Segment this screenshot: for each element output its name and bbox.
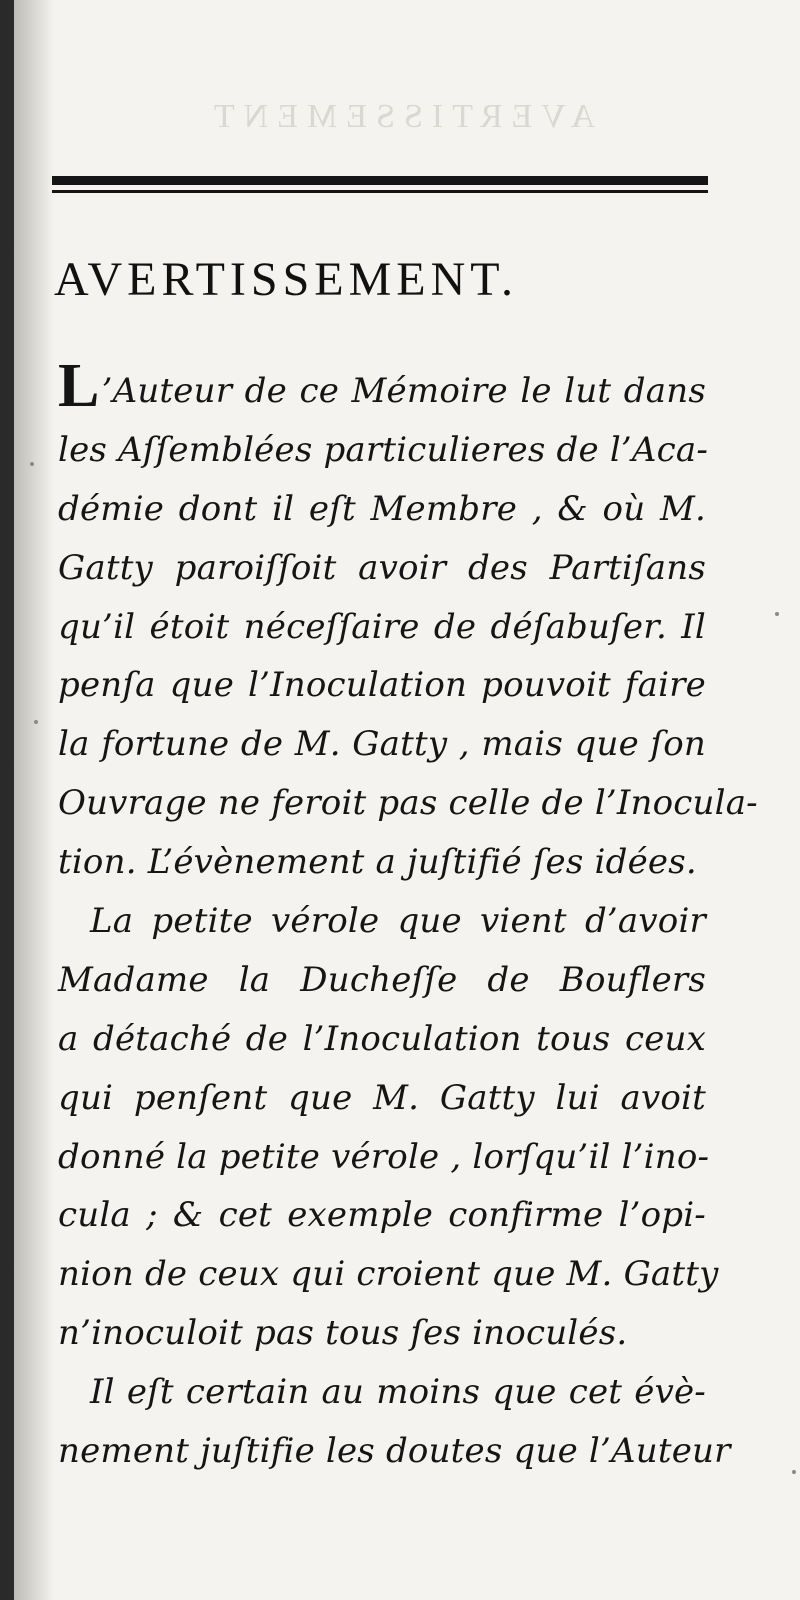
text-line-content: démie dont il eſt Membre , & où M. — [58, 488, 706, 529]
text-line-content: Gatty paroiſſoit avoir des Partiſans — [58, 547, 706, 588]
text-line-content: Madame la Ducheſſe de Bouflers — [58, 959, 706, 1000]
binding-edge — [0, 0, 14, 1600]
header-rule-thin — [52, 190, 708, 193]
text-line-content: nement juſtifie les doutes que l’Auteur — [58, 1431, 731, 1472]
text-line-content: la fortune de M. Gatty , mais que ſon — [58, 724, 706, 765]
text-line — [58, 715, 706, 774]
text-line — [58, 352, 706, 421]
text-line — [58, 598, 706, 657]
text-line-content: a détaché de l’Inoculation tous ceux — [58, 1018, 706, 1059]
text-line-content: donné la petite vérole , lorſqu’il l’ino- — [58, 1136, 710, 1177]
text-line — [58, 480, 706, 539]
text-line-content: qui penſent que M. Gatty lui avoit — [58, 1077, 706, 1118]
text-line-content: penſa que l’Inoculation pouvoit faire — [58, 665, 706, 706]
text-line-content: n’inoculoit pas tous ſes inoculés. — [58, 1313, 628, 1354]
text-line — [58, 892, 706, 951]
text-line — [58, 1128, 710, 1187]
body-text — [58, 352, 758, 1481]
drop-cap: L — [58, 352, 100, 420]
text-line — [58, 421, 709, 480]
binding-shadow — [14, 0, 54, 1600]
text-line — [58, 833, 706, 892]
text-line-content: Il eſt certain au moins que cet évè- — [90, 1372, 706, 1413]
text-line — [58, 1010, 706, 1069]
text-line — [58, 1304, 706, 1363]
header-rule-thick — [52, 176, 708, 185]
text-line-content: les Aſſemblées particulieres de l’Aca- — [58, 429, 709, 470]
page-heading: AVERTISSEMENT. — [54, 253, 519, 306]
text-line — [58, 774, 758, 833]
text-line-content: Ouvrage ne feroit pas celle de l’Inocula- — [58, 783, 758, 824]
text-line-content: ’Auteur de ce Mémoire le lut dans — [101, 371, 706, 411]
text-line — [58, 656, 706, 715]
text-line — [58, 1245, 719, 1304]
text-line-content: tion. L’évènement a juſtifié ſes idées. — [58, 842, 697, 883]
bleed-through-heading: AVERTISSEMENT — [204, 98, 596, 135]
text-line — [58, 951, 706, 1010]
text-line-content: nion de ceux qui croient que M. Gatty — [58, 1254, 719, 1295]
text-line — [58, 1422, 731, 1481]
text-line-content: La petite vérole que vient d’avoir — [90, 901, 706, 942]
paper-speck — [792, 1470, 796, 1474]
text-line — [58, 1186, 706, 1245]
paper-speck — [34, 720, 38, 724]
text-line — [58, 1363, 706, 1422]
text-line — [58, 539, 706, 598]
text-line-content: qu’il étoit néceſſaire de déſabuſer. Il — [58, 606, 706, 647]
text-line — [58, 1069, 706, 1128]
text-line-content: cula ; & cet exemple confirme l’opi- — [58, 1195, 706, 1236]
paper-speck — [30, 462, 34, 466]
paper-speck — [775, 612, 779, 616]
